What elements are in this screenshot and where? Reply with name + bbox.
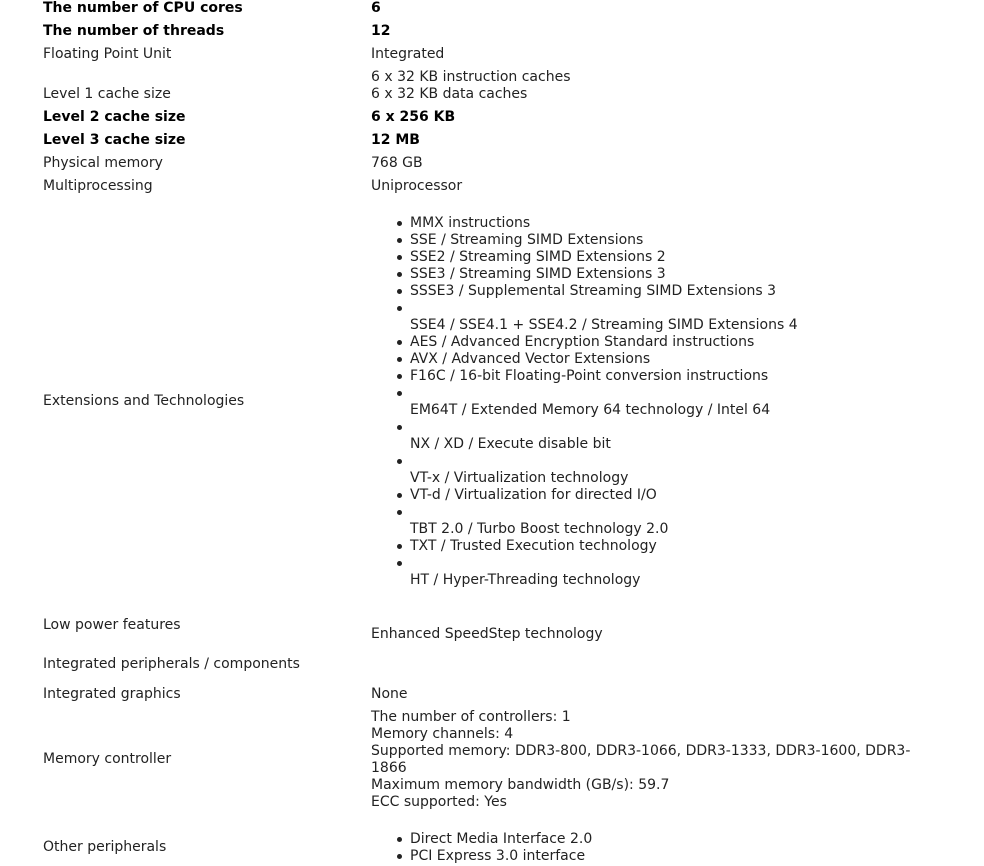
value-cpu-cores: 6 <box>371 0 381 16</box>
label-fpu: Floating Point Unit <box>43 46 172 62</box>
value-l1-cache <box>371 69 931 103</box>
list-item: Direct Media Interface 2.0 <box>371 831 592 848</box>
ecc-supported: ECC supported: Yes <box>371 794 507 810</box>
list-item: VT-d / Virtualization for directed I/O <box>371 487 798 504</box>
label-low-power: Low power features <box>43 617 181 633</box>
list-item: SSE4 / SSE4.1 + SSE4.2 / Streaming SIMD Extensions 4 <box>371 300 798 334</box>
label-memory-controller: Memory controller <box>43 751 172 767</box>
list-item: TBT 2.0 / Turbo Boost technology 2.0 <box>371 504 798 538</box>
label-threads: The number of threads <box>43 23 225 39</box>
max-memory-bandwidth: Maximum memory bandwidth (GB/s): 59.7 <box>371 777 670 793</box>
other-peripherals-list <box>371 831 592 865</box>
l1-data-cache: 6 x 32 KB data caches <box>371 86 528 102</box>
value-low-power: Enhanced SpeedStep technology <box>371 626 603 642</box>
list-item: VT-x / Virtualization technology <box>371 453 798 487</box>
list-item: AVX / Advanced Vector Extensions <box>371 351 798 368</box>
label-cpu-cores: The number of CPU cores <box>43 0 243 16</box>
list-item: SSSE3 / Supplemental Streaming SIMD Extensions 3 <box>371 283 798 300</box>
label-l3-cache: Level 3 cache size <box>43 132 186 148</box>
value-memory-controller <box>371 709 931 811</box>
list-item: MMX instructions <box>371 215 798 232</box>
memory-channels: Memory channels: 4 <box>371 726 514 742</box>
label-other-peripherals: Other peripherals <box>43 839 167 855</box>
label-integrated-graphics: Integrated graphics <box>43 686 181 702</box>
value-integrated-graphics: None <box>371 686 408 702</box>
supported-memory: Supported memory: DDR3-800, DDR3-1066, DDR3-1333, DDR3-1600, DDR3- <box>371 743 911 759</box>
value-threads: 12 <box>371 23 391 39</box>
value-multiprocessing: Uniprocessor <box>371 178 463 194</box>
label-extensions: Extensions and Technologies <box>43 393 245 409</box>
label-l1-cache: Level 1 cache size <box>43 86 171 102</box>
list-item: TXT / Trusted Execution technology <box>371 538 798 555</box>
list-item: SSE2 / Streaming SIMD Extensions 2 <box>371 249 798 266</box>
list-item: PCI Express 3.0 interface <box>371 848 592 865</box>
label-multiprocessing: Multiprocessing <box>43 178 153 194</box>
supported-memory-cont: 1866 <box>371 760 407 776</box>
list-item: HT / Hyper-Threading technology <box>371 555 798 589</box>
list-item: SSE / Streaming SIMD Extensions <box>371 232 798 249</box>
label-l2-cache: Level 2 cache size <box>43 109 186 125</box>
label-integrated-peripherals: Integrated peripherals / components <box>43 656 300 672</box>
extensions-list <box>371 215 798 589</box>
memory-controllers-count: The number of controllers: 1 <box>371 709 571 725</box>
value-l3-cache: 12 MB <box>371 132 420 148</box>
list-item: EM64T / Extended Memory 64 technology / Intel 64 <box>371 385 798 419</box>
list-item: AES / Advanced Encryption Standard instructions <box>371 334 798 351</box>
value-l2-cache: 6 x 256 KB <box>371 109 456 125</box>
l1-instruction-cache: 6 x 32 KB instruction caches <box>371 69 571 85</box>
list-item: SSE3 / Streaming SIMD Extensions 3 <box>371 266 798 283</box>
label-physical-memory: Physical memory <box>43 155 163 171</box>
value-fpu: Integrated <box>371 46 445 62</box>
list-item: F16C / 16-bit Floating-Point conversion instructions <box>371 368 798 385</box>
list-item: NX / XD / Execute disable bit <box>371 419 798 453</box>
value-physical-memory: 768 GB <box>371 155 423 171</box>
